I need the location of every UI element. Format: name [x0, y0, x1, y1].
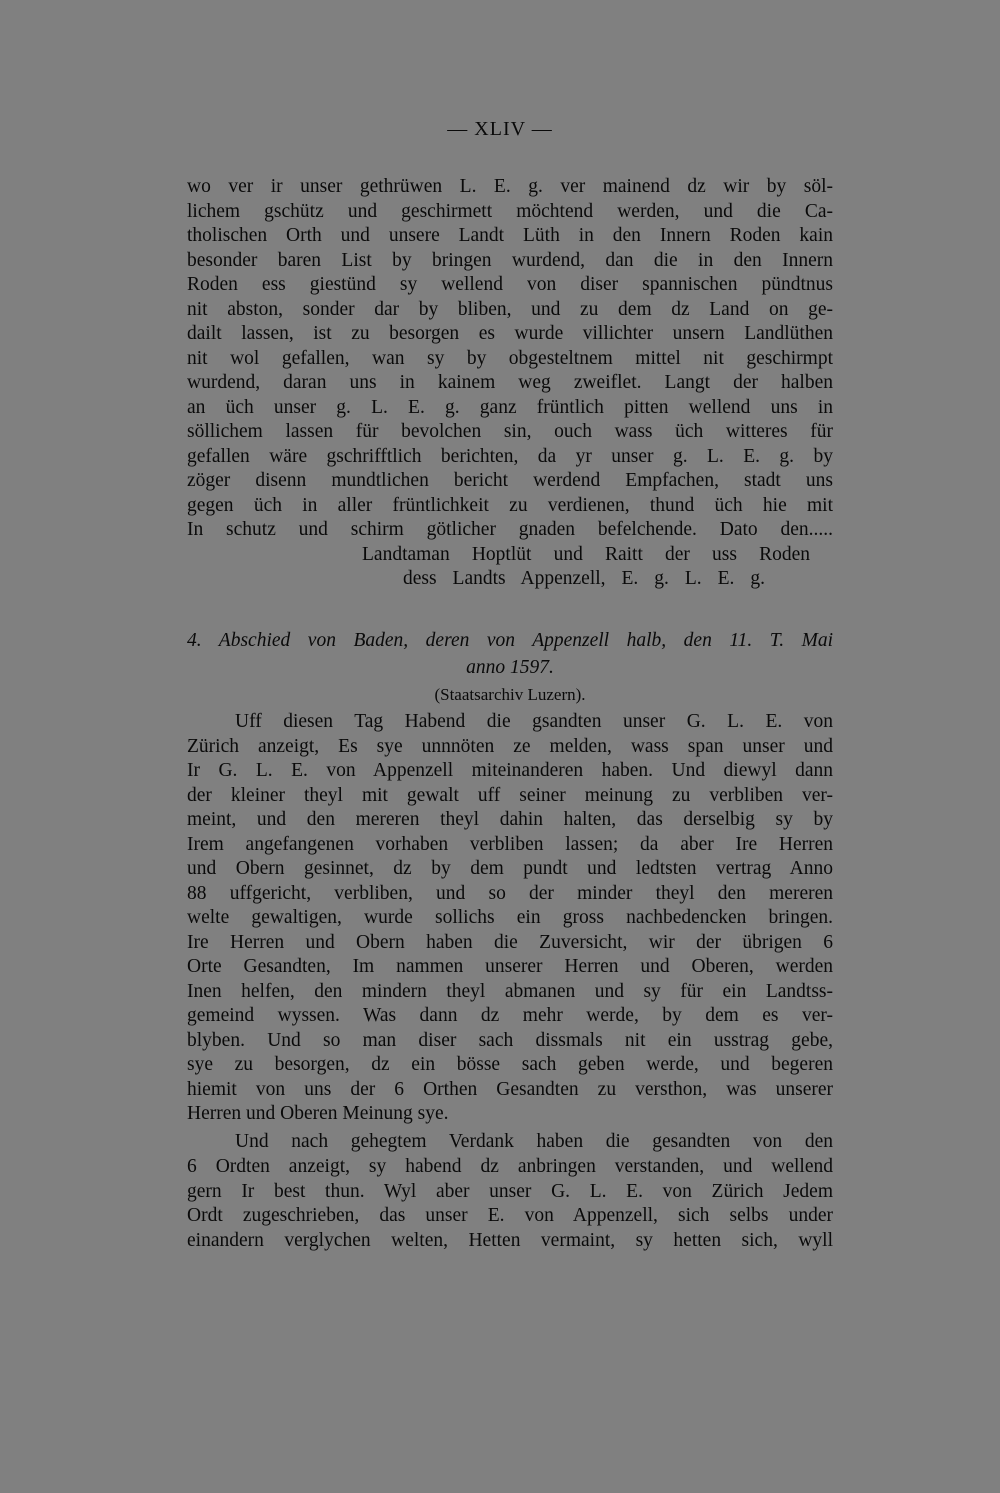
letter-signature: Landtaman Hoptlüt und Raitt der uss Roden	[362, 544, 810, 565]
letter-line: tholischen Orth und unsere Landt Lüth in den Innern Roden kain	[187, 225, 833, 246]
letter-line: lichem gschütz und geschirmett möchtend werden, und die Ca-	[187, 201, 833, 222]
body-line: sye zu besorgen, dz ein bösse sach geben werde, und begeren	[187, 1054, 833, 1075]
body-line: Ire Herren und Obern haben die Zuversicht, wir der übrigen 6	[187, 932, 833, 953]
body-line: welte gewaltigen, wurde sollichs ein gross nachbedencken bringen.	[187, 907, 833, 928]
letter-line: nit abston, sonder dar by bliben, und zu dem dz Land on ge-	[187, 299, 833, 320]
body-line: blyben. Und so man diser sach dissmals nit ein usstrag gebe,	[187, 1030, 833, 1051]
body-line: 88 uffgericht, verbliben, und so der minder theyl den mereren	[187, 883, 833, 904]
letter-line: In schutz und schirm götlicher gnaden befelchende. Dato den.....	[187, 519, 833, 540]
letter-signature: dess Landts Appenzell, E. g. L. E. g.	[403, 568, 765, 589]
body-line: Zürich anzeigt, Es sye unnnöten ze melden, wass span unser und	[187, 736, 833, 757]
source-citation: (Staatsarchiv Luzern).	[434, 685, 586, 704]
letter-line: zöger disenn mundtlichen bericht werdend Empfachen, stadt uns	[187, 470, 833, 491]
letter-line: dailt lassen, ist zu besorgen es wurde villichter unsern Landlüthen	[187, 323, 833, 344]
letter-line: besonder baren List by bringen wurdend, dan die in den Innern	[187, 250, 833, 271]
body-line: Ordt zugeschrieben, das unser E. von Appenzell, sich selbs under	[187, 1205, 833, 1226]
body-line: gern Ir best thun. Wyl aber unser G. L. E. von Zürich Jedem	[187, 1181, 833, 1202]
body-line: und Obern gesinnet, dz by dem pundt und ledtsten vertrag Anno	[187, 858, 833, 879]
letter-line: söllichem lassen für bevolchen sin, ouch wass üch witteres für	[187, 421, 833, 442]
body-line: einandern verglychen welten, Hetten vermaint, sy hetten sich, wyll	[187, 1230, 833, 1251]
body-line: Irem angefangenen vorhaben verbliben lassen; da aber Ire Herren	[187, 834, 833, 855]
body-line: gemeind wyssen. Was dann dz mehr werde, by dem es ver-	[187, 1005, 833, 1026]
body-line: Orte Gesandten, Im nammen unserer Herren und Oberen, werden	[187, 956, 833, 977]
body-line: Ir G. L. E. von Appenzell miteinanderen haben. Und diewyl dann	[187, 760, 833, 781]
body-line: Uff diesen Tag Habend die gsandten unser G. L. E. von	[235, 711, 833, 732]
letter-line: an üch unser g. L. E. g. ganz früntlich pitten wellend uns in	[187, 397, 833, 418]
section-heading: 4. Abschied von Baden, deren von Appenzell halb, den 11. T. Mai	[187, 630, 833, 651]
body-line: meint, und den mereren theyl dahin halten, das derselbig sy by	[187, 809, 833, 830]
section-heading-date: anno 1597.	[466, 657, 554, 678]
body-line: Inen helfen, den mindern theyl abmanen und sy für ein Landtss-	[187, 981, 833, 1002]
body-line: der kleiner theyl mit gewalt uff seiner meinung zu verbliben ver-	[187, 785, 833, 806]
letter-line: nit wol gefallen, wan sy by obgesteltnem mittel nit geschirmpt	[187, 348, 833, 369]
letter-line: gefallen wäre gschrifftlich berichten, da yr unser g. L. E. g. by	[187, 446, 833, 467]
letter-line: Roden ess giestünd sy wellend von diser spannischen pündtnus	[187, 274, 833, 295]
letter-line: wo ver ir unser gethrüwen L. E. g. ver mainend dz wir by söl-	[187, 176, 833, 197]
body-line: Und nach gehegtem Verdank haben die gesandten von den	[235, 1131, 833, 1152]
body-line: hiemit von uns der 6 Orthen Gesandten zu versthon, was unserer	[187, 1079, 833, 1100]
body-line: 6 Ordten anzeigt, sy habend dz anbringen verstanden, und wellend	[187, 1156, 833, 1177]
letter-line: gegen üch in aller früntlichkeit zu verdienen, thund üch hie mit	[187, 495, 833, 516]
page-header: — XLIV —	[447, 118, 553, 140]
letter-line: wurdend, daran uns in kainem weg zweiflet. Langt der halben	[187, 372, 833, 393]
body-line: Herren und Oberen Meinung sye.	[187, 1103, 449, 1124]
